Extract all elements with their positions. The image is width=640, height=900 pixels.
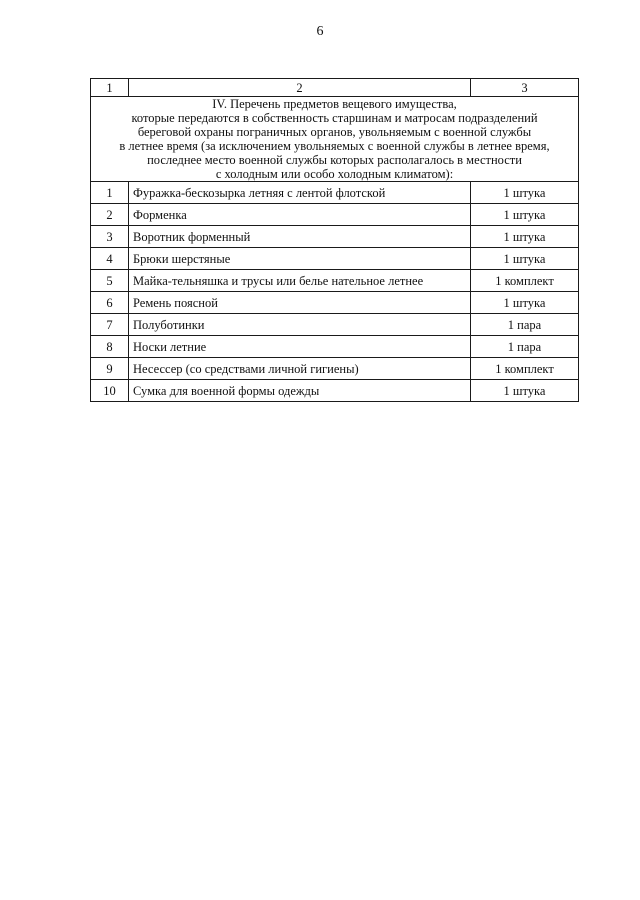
table-row — [91, 336, 579, 358]
table-row — [91, 204, 579, 226]
item-name: Носки летние — [129, 336, 471, 358]
section-title-line: с холодным или особо холодным климатом): — [215, 167, 454, 181]
table-row — [91, 226, 579, 248]
item-name: Фуражка-бескозырка летняя с лентой флотской — [129, 182, 471, 204]
item-quantity: 1 комплект — [471, 270, 579, 292]
table-row — [91, 380, 579, 402]
item-quantity: 1 штука — [471, 204, 579, 226]
item-quantity: 1 штука — [471, 292, 579, 314]
item-name: Брюки шерстяные — [129, 248, 471, 270]
page-number: 6 — [316, 24, 324, 39]
section-title — [91, 97, 579, 182]
row-number: 1 — [91, 182, 129, 204]
row-number: 2 — [91, 204, 129, 226]
column-header-number: 1 — [91, 79, 129, 97]
item-quantity: 1 комплект — [471, 358, 579, 380]
row-number: 3 — [91, 226, 129, 248]
item-name: Форменка — [129, 204, 471, 226]
item-quantity: 1 штука — [471, 182, 579, 204]
section-title-row — [91, 97, 579, 182]
item-name: Майка-тельняшка и трусы или белье нательное летнее — [129, 270, 471, 292]
property-list-table — [90, 78, 579, 402]
column-header-quantity: 3 — [471, 79, 579, 97]
row-number: 10 — [91, 380, 129, 402]
row-number: 4 — [91, 248, 129, 270]
section-title-line: в летнее время (за исключением увольняемых с военной службы в летнее время, — [119, 139, 550, 153]
table-row — [91, 182, 579, 204]
section-title-line: которые передаются в собственность старшинам и матросам подразделений — [131, 111, 538, 125]
item-quantity: 1 штука — [471, 248, 579, 270]
item-name: Ремень поясной — [129, 292, 471, 314]
row-number: 7 — [91, 314, 129, 336]
table-header-row — [91, 79, 579, 97]
item-name: Полуботинки — [129, 314, 471, 336]
item-quantity: 1 пара — [471, 314, 579, 336]
table-row — [91, 358, 579, 380]
section-title-line: береговой охраны пограничных органов, увольняемым с военной службы — [137, 125, 532, 139]
row-number: 6 — [91, 292, 129, 314]
section-title-line: IV. Перечень предметов вещевого имущества, — [212, 97, 457, 111]
item-name: Сумка для военной формы одежды — [129, 380, 471, 402]
column-header-name: 2 — [129, 79, 471, 97]
table-row — [91, 314, 579, 336]
item-name: Несессер (со средствами личной гигиены) — [129, 358, 471, 380]
row-number: 5 — [91, 270, 129, 292]
item-quantity: 1 штука — [471, 226, 579, 248]
item-quantity: 1 пара — [471, 336, 579, 358]
section-title-line: последнее место военной службы которых располагалось в местности — [147, 153, 522, 167]
row-number: 9 — [91, 358, 129, 380]
table-row — [91, 270, 579, 292]
item-name: Воротник форменный — [129, 226, 471, 248]
table-row — [91, 248, 579, 270]
row-number: 8 — [91, 336, 129, 358]
table-row — [91, 292, 579, 314]
item-quantity: 1 штука — [471, 380, 579, 402]
